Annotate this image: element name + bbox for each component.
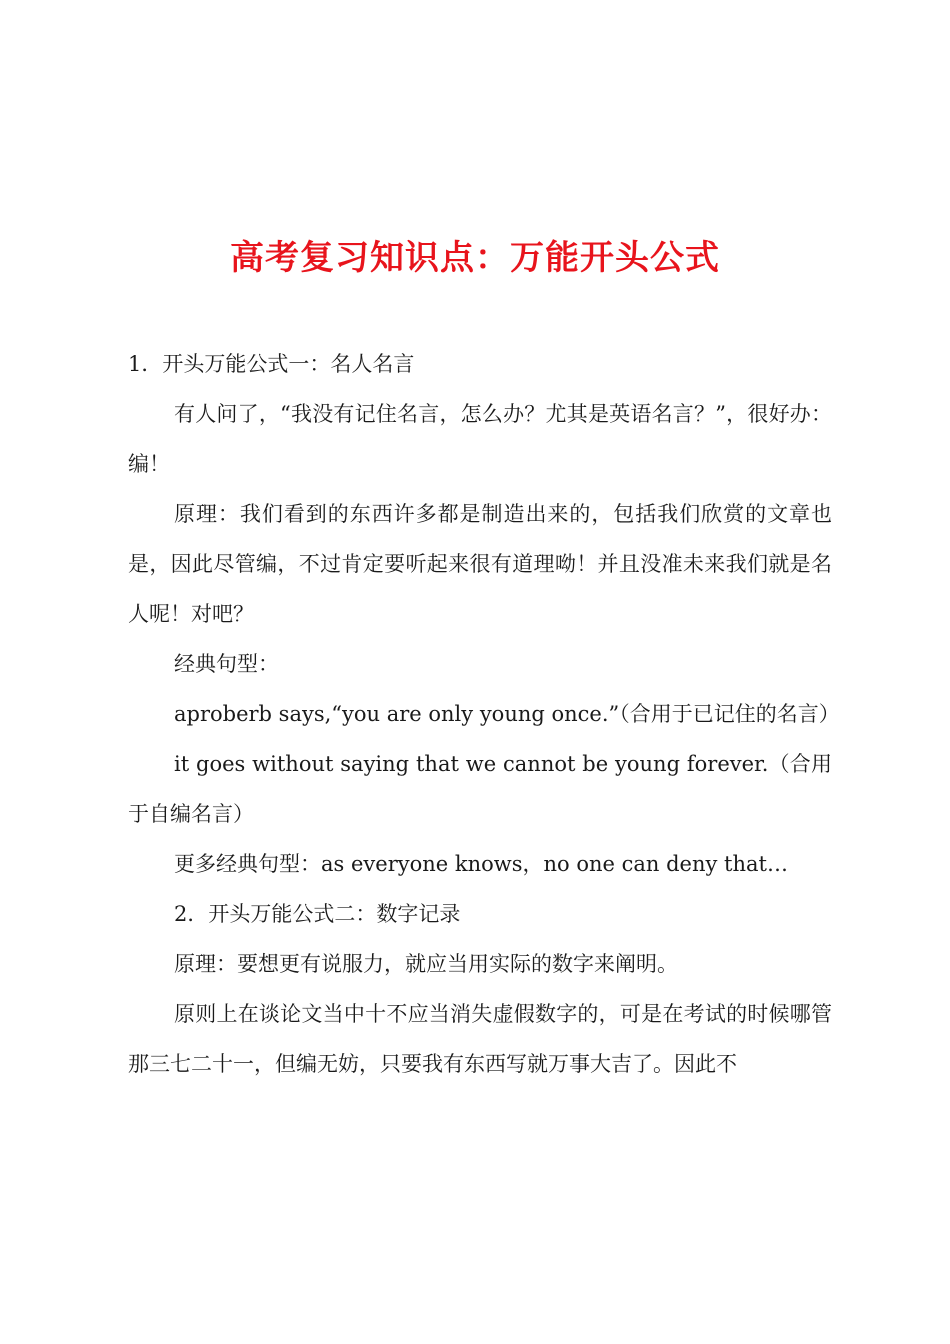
paragraph: 原理：要想更有说服力，就应当用实际的数字来阐明。	[174, 952, 678, 976]
page-title: 高考复习知识点：万能开头公式	[230, 237, 720, 278]
paragraph: 经典句型：	[174, 652, 279, 676]
paragraph: 原理：我们看到的东西许多都是制造出来的，包括我们欣赏的文章也是，因此尽管编，不过肯定要听起来很有道理呦！并且没准未来我们就是名人呢！对吧？	[128, 502, 832, 626]
document-body	[128, 339, 840, 1089]
example-sentence: it goes without saying that we cannot be young forever.（合用于自编名言）	[128, 752, 832, 826]
paragraph: 更多经典句型：as everyone knows，no one can deny that…	[174, 852, 788, 876]
paragraph: 有人问了，“我没有记住名言，怎么办？尤其是英语名言？”，很好办：编！	[128, 402, 832, 476]
section-heading-2: 2．开头万能公式二：数字记录	[174, 902, 461, 926]
section-heading-1: 1．开头万能公式一：名人名言	[128, 352, 415, 376]
paragraph: 原则上在谈论文当中十不应当消失虚假数字的，可是在考试的时候哪管那三七二十一，但编无妨，只要我有东西写就万事大吉了。因此不	[128, 1002, 832, 1076]
example-sentence: aproberb says,“you are only young once.”（合用于已记住的名言）	[174, 702, 840, 726]
